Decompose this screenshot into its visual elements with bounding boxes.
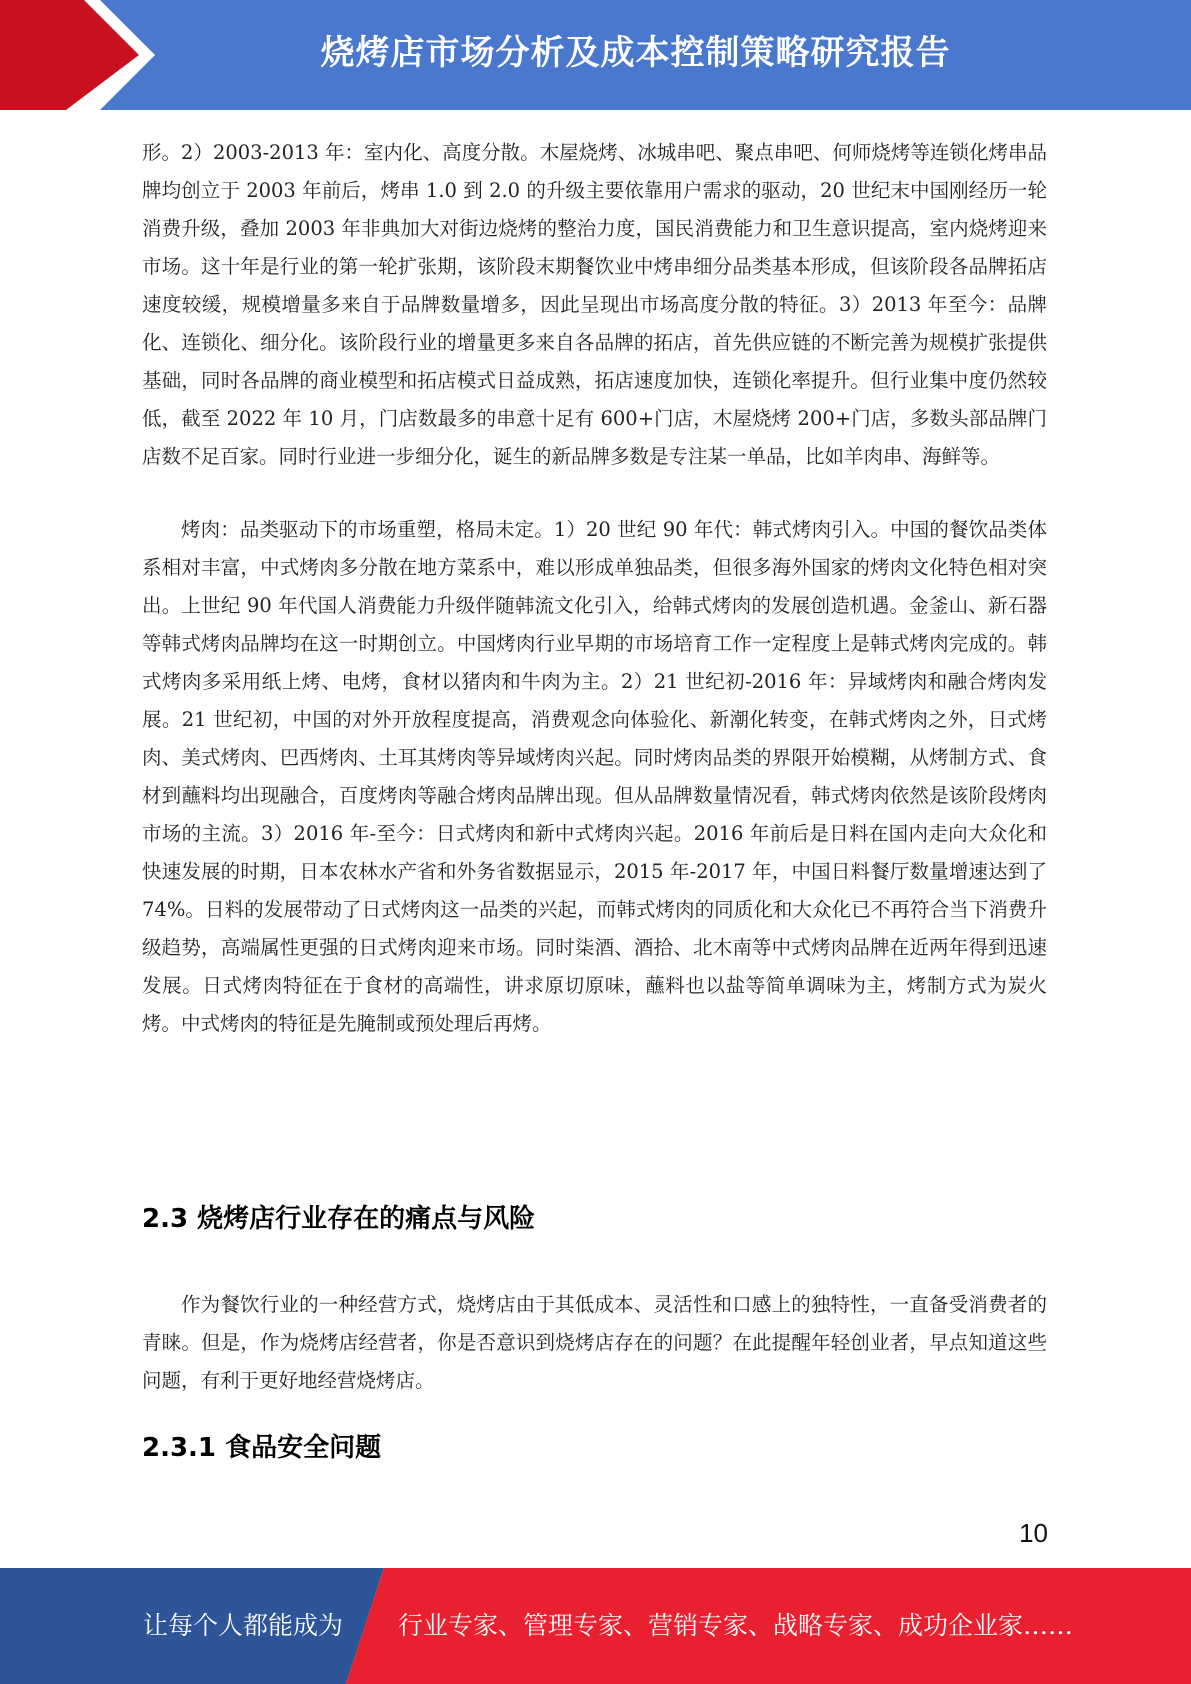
subsection-heading: 2.3.1 食品安全问题 — [142, 1433, 382, 1463]
page-number: 10 — [1019, 1518, 1048, 1548]
footer-banner — [0, 1568, 1191, 1684]
paragraph-skewers-history: 形。2）2003-2013 年：室内化、高度分散。木屋烧烤、冰城串吧、聚点串吧、何师烧烤等连锁化烤串品牌均创立于 2003 年前后，烤串 1.0 到 2.0 的升级主要依靠用户需求的驱动，20 世纪末中国刚经历一轮消费升级，叠加 2003 年非典加大对街边烧烤的整治力度，国民消费能力和卫生意识提高，室内烧烤迎来市场。这十年是行业的第一轮扩张期，该阶段末期餐饮业中烤串细分品类基本形成，但该阶段各品牌拓店速度较缓，规模增量多来自于品牌数量增多，因此呈现出市场高度分散的特征。3）2013 年至今：品牌化、连锁化、细分化。该阶段行业的增量更多来自各品牌的拓店，首先供应链的不断完善为规模扩张提供基础，同时各品牌的商业模型和拓店模式日益成熟，拓店速度加快，连锁化率提升。但行业集中度仍然较低，截至 2022 年 10 月，门店数最多的串意十足有 600+门店，木屋烧烤 200+门店，多数头部品牌门店数不足百家。同时行业进一步细分化，诞生的新品牌多数是专注某一单品，比如羊肉串、海鲜等。 — [142, 141, 1047, 468]
paragraph-grilled-meat-history: 烤肉：品类驱动下的市场重塑，格局未定。1）20 世纪 90 年代：韩式烤肉引入。中国的餐饮品类体系相对丰富，中式烤肉多分散在地方菜系中，难以形成单独品类，但很多海外国家的烤肉文化特色相对突出。上世纪 90 年代国人消费能力升级伴随韩流文化引入，给韩式烤肉的发展创造机遇。金釜山、新石器等韩式烤肉品牌均在这一时期创立。中国烤肉行业早期的市场培育工作一定程度上是韩式烤肉完成的。韩式烤肉多采用纸上烤、电烤，食材以猪肉和牛肉为主。2）21 世纪初-2016 年：异域烤肉和融合烤肉发展。21 世纪初，中国的对外开放程度提高，消费观念向体验化、新潮化转变，在韩式烤肉之外，日式烤肉、美式烤肉、巴西烤肉、土耳其烤肉等异域烤肉兴起。同时烤肉品类的界限开始模糊，从烤制方式、食材到蘸料均出现融合，百度烤肉等融合烤肉品牌出现。但从品牌数量情况看，韩式烤肉依然是该阶段烤肉市场的主流。3）2016 年-至今：日式烤肉和新中式烤肉兴起。2016 年前后是日料在国内走向大众化和快速发展的时期，日本农林水产省和外务省数据显示，2015 年-2017 年，中国日料餐厅数量增速达到了 74%。日料的发展带动了日式烤肉这一品类的兴起，而韩式烤肉的同质化和大众化已不再符合当下消费升级趋势，高端属性更强的日式烤肉迎来市场。同时柒酒、酒拾、北木南等中式烤肉品牌在近两年得到迅速发展。日式烤肉特征在于食材的高端性，讲求原切原味，蘸料也以盐等简单调味为主，烤制方式为炭火烤。中式烤肉的特征是先腌制或预处理后再烤。 — [142, 518, 1047, 1035]
section-intro — [142, 1286, 1047, 1400]
paragraph-section-intro: 作为餐饮行业的一种经营方式，烧烤店由于其低成本、灵活性和口感上的独特性，一直备受消费者的青睐。但是，作为烧烤店经营者，你是否意识到烧烤店存在的问题？在此提醒年轻创业者，早点知道这些问题，有利于更好地经营烧烤店。 — [142, 1293, 1047, 1392]
section-heading: 2.3 烧烤店行业存在的痛点与风险 — [142, 1204, 536, 1234]
header-banner — [0, 0, 1191, 110]
footer-slogan-right: 行业专家、管理专家、营销专家、战略专家、成功企业家…… — [398, 1611, 1074, 1640]
footer-slogan-left: 让每个人都能成为 — [143, 1611, 344, 1640]
body-content — [142, 134, 1047, 1043]
document-title: 烧烤店市场分析及成本控制策略研究报告 — [320, 33, 951, 73]
